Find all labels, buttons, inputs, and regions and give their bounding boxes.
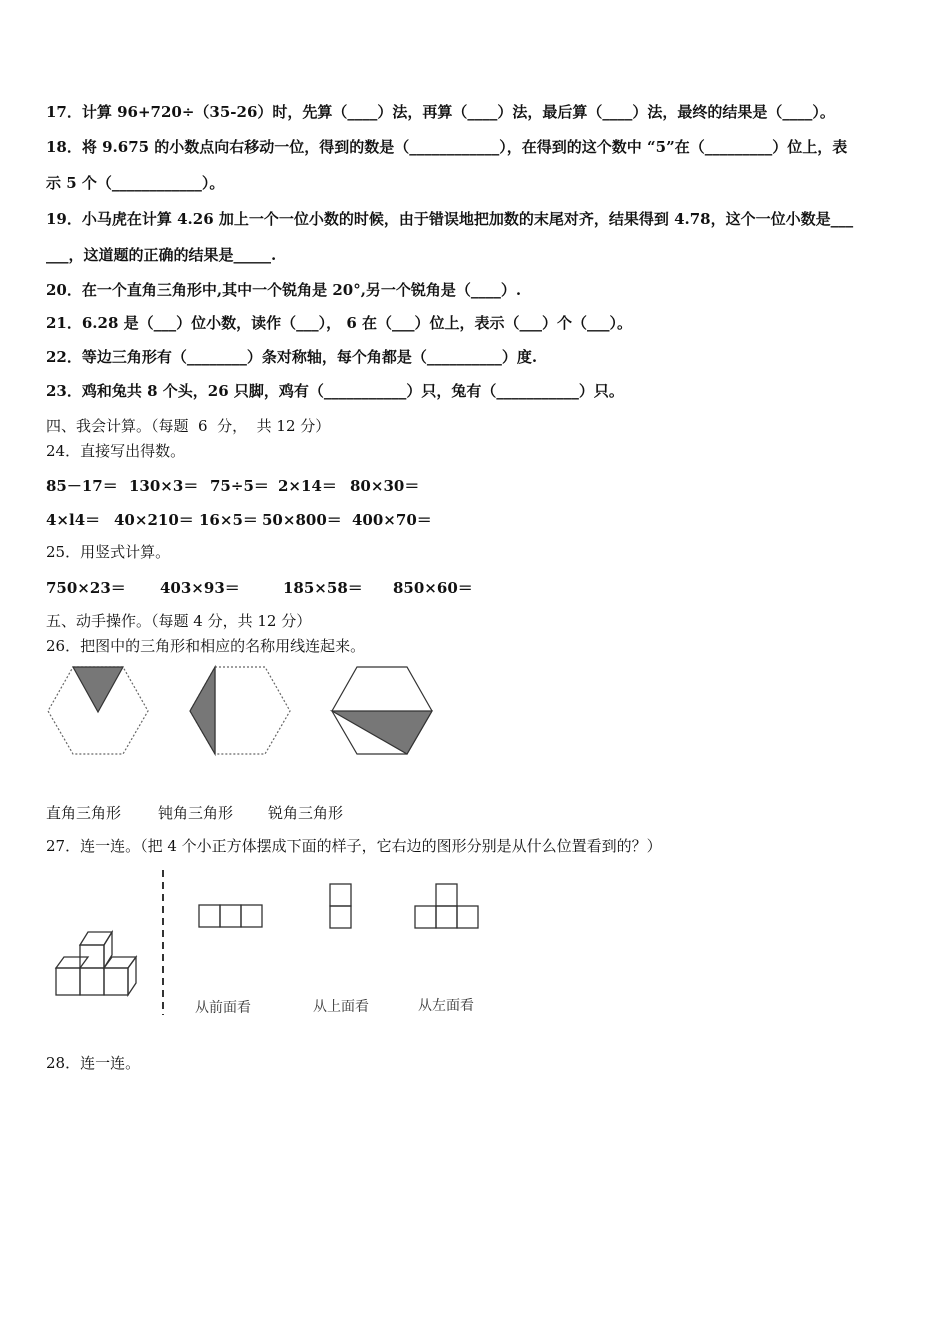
question-26: 26．把图中的三角形和相应的名称用线连起来。 <box>46 637 366 655</box>
question-25: 25．用竖式计算。 <box>46 543 171 561</box>
triangle-name-right: 直角三角形 <box>46 804 122 822</box>
cube-stack-figure <box>50 925 150 1000</box>
triangle-name-obtuse: 钝角三角形 <box>158 804 234 822</box>
view-figure-3 <box>413 882 483 930</box>
calc-item: 2×14＝ <box>278 477 337 495</box>
question-28: 28．连一连。 <box>46 1054 141 1072</box>
question-24: 24．直接写出得数。 <box>46 442 186 460</box>
view-label-left: 从左面看 <box>418 998 474 1014</box>
calc-item: 750×23＝ <box>46 579 126 597</box>
calc-item: 400×70＝ <box>352 511 432 529</box>
section-4-title: 四、我会计算。（每题 6 分， 共 12 分） <box>46 417 331 435</box>
calc-item: 75÷5＝ <box>210 477 269 495</box>
calc-item: 80×30＝ <box>350 477 420 495</box>
calc-item: 16×5＝ <box>199 511 258 529</box>
question-23: 23．鸡和兔共 8 个头，26 只脚，鸡有（___________）只，兔有（___________）只。 <box>46 382 624 400</box>
calc-item: 850×60＝ <box>393 579 473 597</box>
hexagon-figure-2 <box>187 665 293 757</box>
hexagon-figure-3 <box>329 665 435 757</box>
calc-item: 50×800＝ <box>262 511 342 529</box>
question-19-line2: ___，这道题的正确的结果是_____. <box>46 246 277 264</box>
question-27: 27．连一连。（把 4 个小正方体摆成下面的样子，它右边的图形分别是从什么位置看到的？） <box>46 837 662 855</box>
view-label-top: 从上面看 <box>313 999 369 1015</box>
question-21: 21．6.28 是（___）位小数，读作（___）， 6 在（___）位上，表示（___）个（___）。 <box>46 314 633 332</box>
question-19-line1: 19．小马虎在计算 4.26 加上一个一位小数的时候，由于错误地把加数的末尾对齐，结果得到 4.78，这个一位小数是___ <box>46 210 854 228</box>
calc-item: 40×210＝ <box>114 511 194 529</box>
view-figure-2 <box>328 882 354 930</box>
view-label-front: 从前面看 <box>195 1000 251 1016</box>
calc-item: 4×l4＝ <box>46 511 101 529</box>
question-20: 20．在一个直角三角形中,其中一个锐角是 20°,另一个锐角是（____）. <box>46 281 522 299</box>
question-18-line2: 示 5 个（____________）。 <box>46 174 225 192</box>
section-5-title: 五、动手操作。（每题 4 分，共 12 分） <box>46 612 312 630</box>
view-figure-1 <box>197 903 267 929</box>
dashed-divider <box>160 870 166 1015</box>
calc-item: 85－17＝ <box>46 477 118 495</box>
triangle-name-acute: 锐角三角形 <box>268 804 344 822</box>
question-17: 17．计算 96+720÷（35-26）时，先算（____）法，再算（____）法，最后算（____）法，最终的结果是（____）。 <box>46 103 835 121</box>
calc-item: 130×3＝ <box>129 477 199 495</box>
calc-item: 185×58＝ <box>283 579 363 597</box>
hexagon-figure-1 <box>45 665 151 757</box>
question-18-line1: 18．将 9.675 的小数点向右移动一位，得到的数是（____________），在得到的这个数中 “5”在（_________）位上，表 <box>46 138 848 156</box>
question-22: 22．等边三角形有（________）条对称轴，每个角都是（__________）度. <box>46 348 538 366</box>
calc-item: 403×93＝ <box>160 579 240 597</box>
